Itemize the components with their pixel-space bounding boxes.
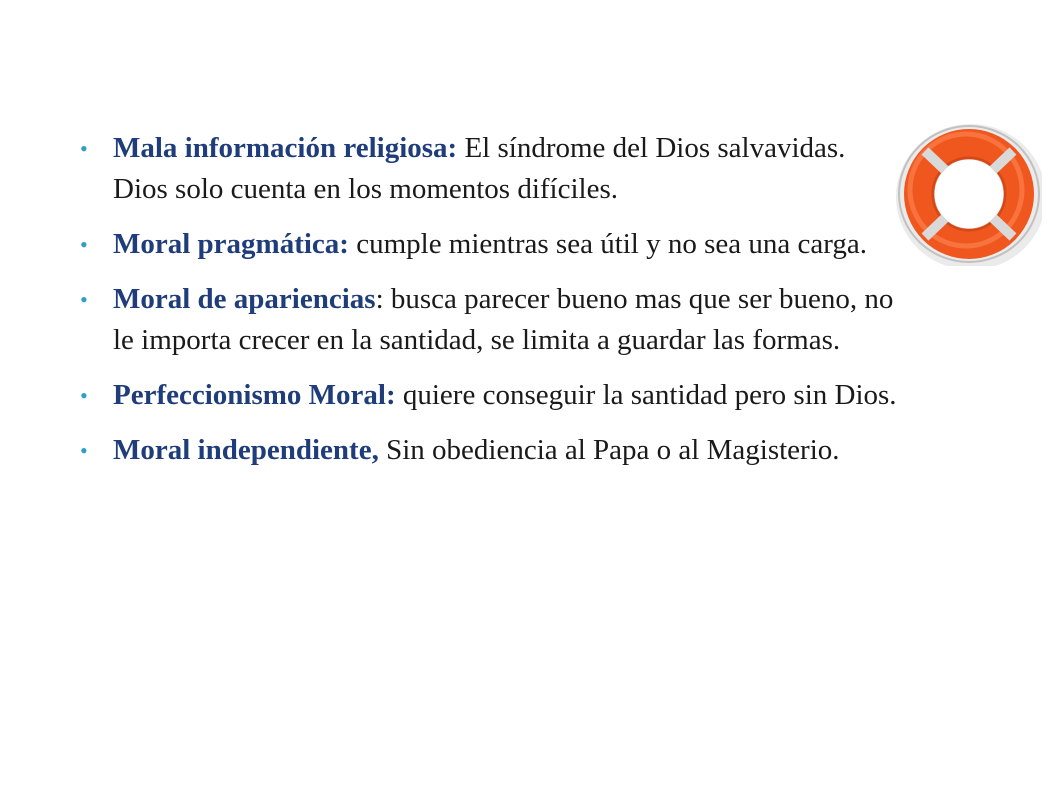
bullet-text: Sin obediencia al Papa o al Magisterio.	[378, 434, 840, 466]
bullet-item-perfeccionismo-moral	[80, 375, 900, 416]
bullet-item-moral-pragmatica	[80, 224, 900, 265]
lifebuoy-icon	[896, 122, 1042, 266]
bullet-text: quiere conseguir la santidad pero sin Dios.	[395, 379, 897, 411]
bullet-term: Moral de apariencias	[113, 283, 376, 315]
bullet-text: cumple mientras sea útil y no sea una carga.	[348, 228, 868, 260]
bullet-term: Perfeccionismo Moral:	[113, 379, 396, 411]
bullet-list	[80, 128, 900, 485]
bullet-text: : busca parecer bueno mas que ser bueno, no le importa crecer en la santidad, se limita a guardar las formas.	[113, 283, 894, 356]
bullet-item-mala-informacion	[80, 128, 900, 210]
bullet-term: Moral pragmática:	[113, 228, 349, 260]
bullet-term: Mala información religiosa:	[113, 132, 458, 164]
bullet-text: El síndrome del Dios salvavidas. Dios solo cuenta en los momentos difíciles.	[113, 132, 846, 205]
bullet-item-moral-apariencias	[80, 279, 900, 361]
bullet-term: Moral independiente,	[113, 434, 379, 466]
bullet-marker: •	[80, 232, 88, 257]
bullet-item-moral-independiente	[80, 430, 900, 471]
bullet-marker: •	[80, 136, 88, 161]
bullet-marker: •	[80, 287, 88, 312]
bullet-marker: •	[80, 383, 88, 408]
lifebuoy-hole	[935, 160, 1003, 228]
bullet-marker: •	[80, 438, 88, 463]
